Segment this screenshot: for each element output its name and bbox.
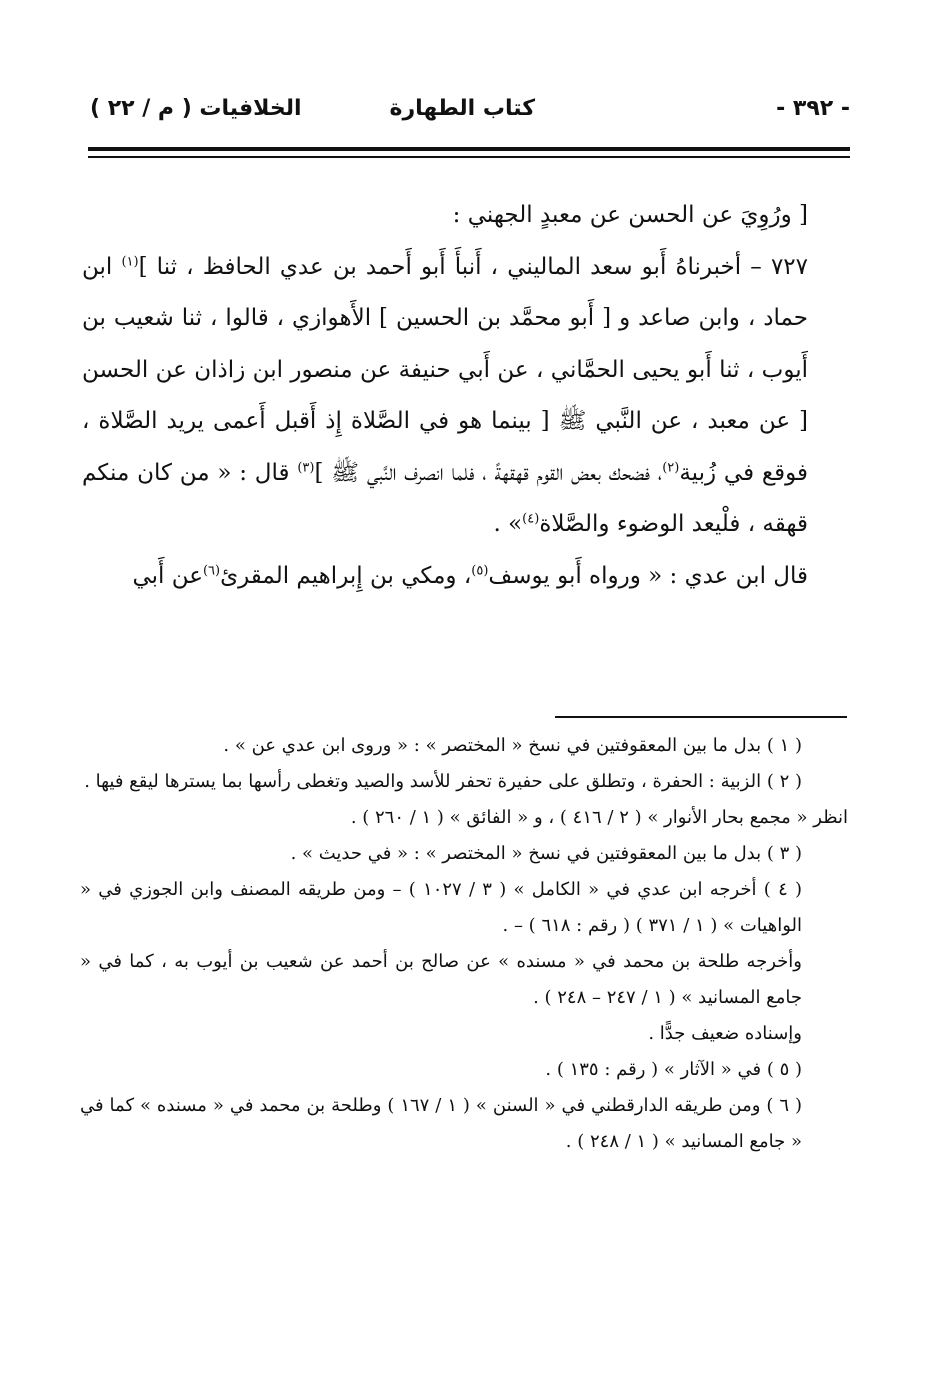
hadith-text-d: قال : « من كان منكم قهقه ، فلْيعد الوضوء والصَّلاة [82,459,808,537]
footnote-4-grading: وإسناده ضعيف جدًّا . [648,1023,802,1044]
footnote-4-continued: وأخرجه طلحة بن محمد في « مسنده » عن صالح بن أحمد عن شعيب بن أيوب به ، كما في « جامع المسانيد » ( ١ / ٢٤٧ – ٢٤٨ ) . [80,951,802,1008]
footnote-ref-4: (٤) [522,511,540,527]
footnote-5: ( ٥ ) في « الآثار » ( رقم : ١٣٥ ) . [545,1059,802,1080]
footnote-ref-6: (٦) [202,562,221,578]
commentary-text-b: ، ومكي بن إِبراهيم المقرئ [220,562,472,589]
main-text [82,190,848,602]
hadith-text-c: ، فضحك بعض القوم قهقهةً ، فلما انصرف النَّبي ﷺ ] [314,459,663,486]
footnotes [80,728,848,1160]
footnote-ref-3: (٣) [297,459,315,475]
commentary-text-c: عن أَبي [132,562,203,589]
page-number: - ٣٩٢ - [776,96,850,121]
hadith-text-b: ابن حماد ، وابن صاعد و [ أَبو محمَّد بن الحسين ] الأَهوازي ، قالوا ، ثنا شعيب بن أَيوب ، ثنا أَبو يحيى الحمَّاني ، عن أَبي حنيفة عن منصور ابن زاذان عن الحسن [ عن معبد ، عن النَّبي ﷺ [ بينما هو في الصَّلاة إِذ أَقبل أَعمى يريد الصَّلاة ، فوقع في زُبية [82,253,808,486]
commentary-text-a: قال ابن عدي : « ورواه أَبو يوسف [488,562,808,589]
footnote-4: ( ٤ ) أخرجه ابن عدي في « الكامل » ( ٣ / ١٠٢٧ ) – ومن طريقه المصنف وابن الجوزي في « الواهيات » ( ١ / ٣٧١ ) ( رقم : ٦١٨ ) – . [80,879,803,936]
hadith-text-a: ٧٢٧ – أخبرناهُ أَبو سعد الماليني ، أَنبأَ أَبو أَحمد بن عدي الحافظ ، ثنا ] [138,253,808,280]
commentary-paragraph [82,551,848,603]
footnote-6: ( ٦ ) ومن طريقه الدارقطني في « السنن » ( ١ / ١٦٧ ) وطلحة بن محمد في « مسنده » كما في « جامع المسانيد » ( ١ / ٢٤٨ ) . [80,1095,802,1152]
hadith-text-e: » . [493,511,523,537]
hadith-paragraph [82,242,848,551]
header-rule-thin [88,156,850,158]
footnote-separator [555,716,847,718]
part-reference: الخلافيات ( م / ٢٢ ) [90,96,302,121]
header-rule-thick [88,147,850,151]
footnote-ref-1: (١) [121,253,139,269]
footnote-1: ( ١ ) بدل ما بين المعقوفتين في نسخ « المختصر » : « وروى ابن عدي عن » . [223,735,802,756]
footnote-2-reference: انظر « مجمع بحار الأنوار » ( ٢ / ٤١٦ ) ، و « الفائق » ( ١ / ٢٦٠ ) . [350,807,848,828]
footnote-3: ( ٣ ) بدل ما بين المعقوفتين في نسخ « المختصر » : « في حديث » . [290,843,802,864]
footnote-ref-2: (٢) [662,459,680,475]
footnote-ref-5: (٥) [471,562,489,578]
intro-line: [ ورُوِيَ عن الحسن عن معبدٍ الجهني : [452,202,808,228]
running-header [90,96,850,136]
footnote-2: ( ٢ ) الزبية : الحفرة ، وتطلق على حفيرة تحفر للأسد والصيد وتغطى رأسها بما يسترها ليقع فيها . [84,771,802,792]
section-title: كتاب الطهارة [389,96,535,121]
